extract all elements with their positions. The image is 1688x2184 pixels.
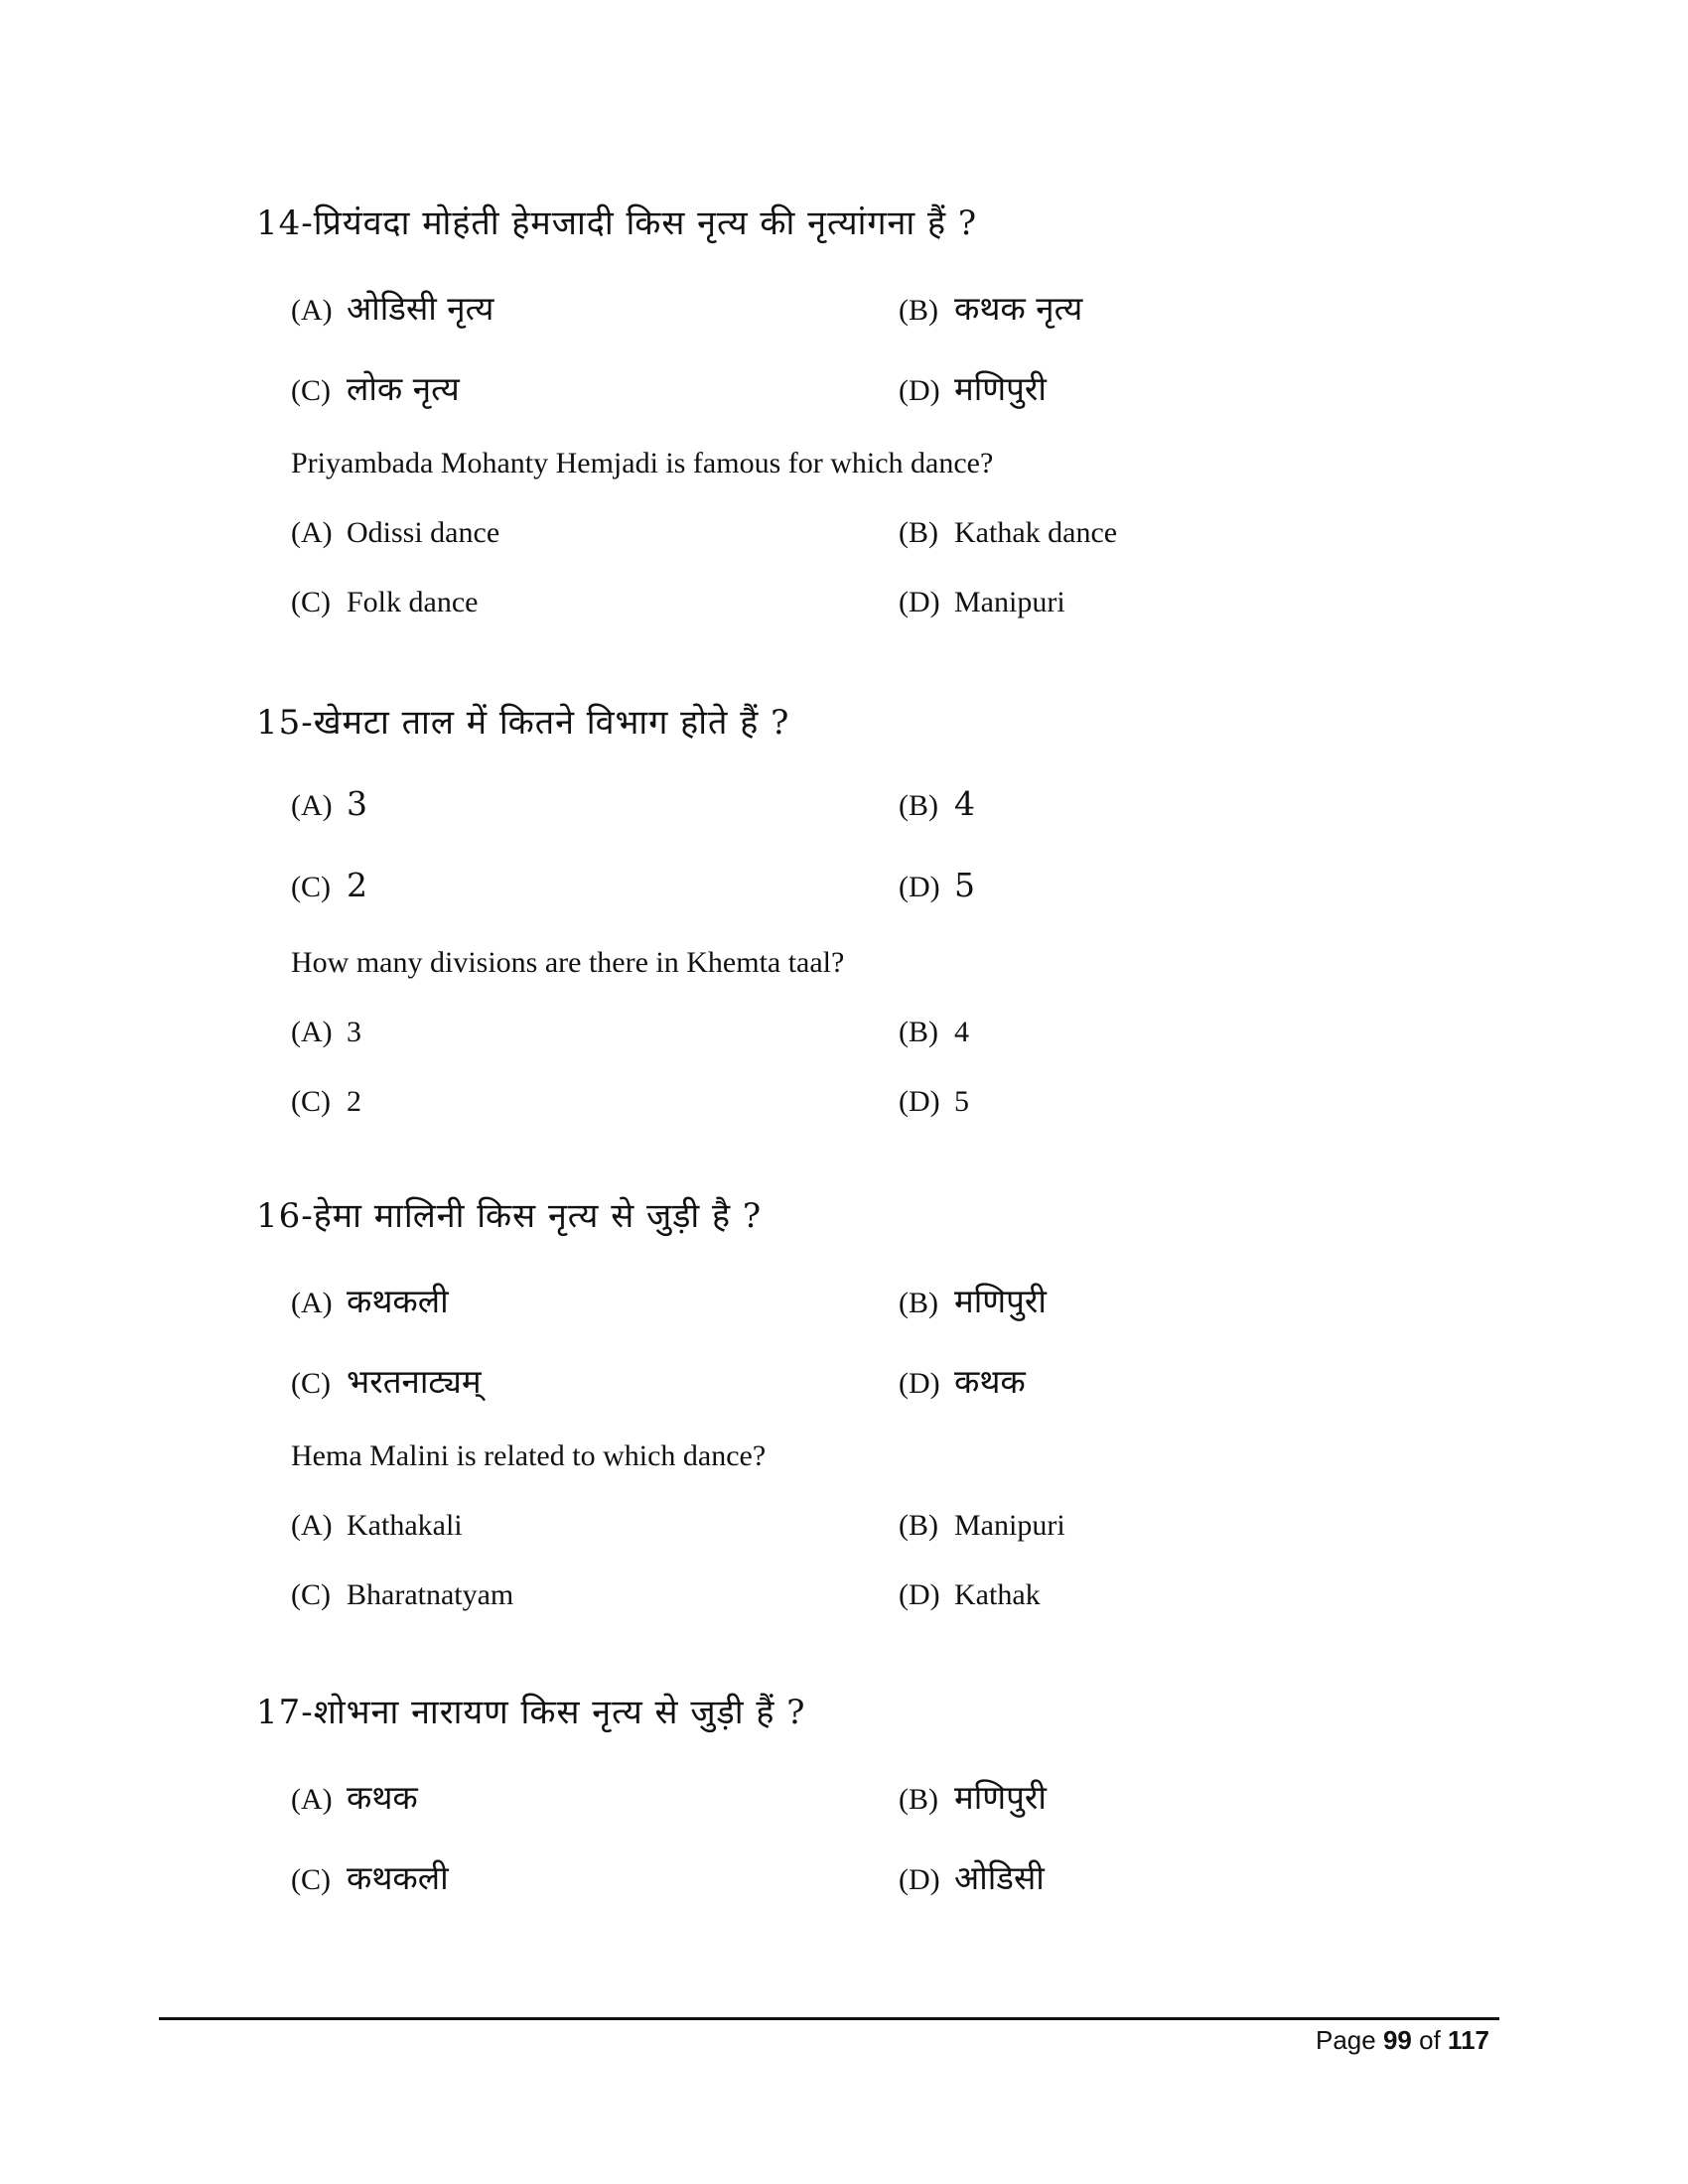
- english-question: How many divisions are there in Khemta taal?: [291, 946, 845, 979]
- question-title: 16-हेमा मालिनी किस नृत्य से जुड़ी है ?: [256, 1196, 763, 1236]
- question-title: 15-खेमटा ताल में कितने विभाग होते हैं ?: [256, 703, 790, 743]
- option-b-hindi: (B) मणिपुरी: [899, 1282, 1047, 1320]
- option-b-english: (B) Manipuri: [899, 1509, 1065, 1542]
- option-b-english: (B) Kathak dance: [899, 516, 1118, 549]
- option-d-hindi: (D) ओडिसी: [899, 1858, 1045, 1897]
- english-question: Hema Malini is related to which dance?: [291, 1439, 767, 1472]
- option-d-hindi: (D) मणिपुरी: [899, 369, 1047, 408]
- option-b-hindi: (B) मणिपुरी: [899, 1778, 1047, 1817]
- option-b-hindi: (B) कथक नृत्य: [899, 289, 1083, 328]
- option-a-english: (A) Kathakali: [291, 1509, 463, 1542]
- option-a-english: (A) Odissi dance: [291, 516, 500, 549]
- question-title: 17-शोभना नारायण किस नृत्य से जुड़ी हैं ?: [256, 1693, 806, 1732]
- option-d-english: (D) 5: [899, 1085, 969, 1118]
- option-a-hindi: (A) ओडिसी नृत्य: [291, 289, 494, 328]
- option-c-hindi: (C) भरतनाट्यम्: [291, 1362, 482, 1401]
- option-c-hindi: (C) 2: [291, 866, 367, 904]
- total-pages: 117: [1448, 2025, 1489, 2055]
- option-c-english: (C) Folk dance: [291, 586, 479, 618]
- option-a-hindi: (A) कथकली: [291, 1282, 449, 1320]
- option-d-english: (D) Manipuri: [899, 586, 1065, 618]
- option-c-english: (C) 2: [291, 1085, 361, 1118]
- page-number: [1316, 2025, 1489, 2056]
- option-a-hindi: (A) 3: [291, 784, 367, 823]
- option-b-english: (B) 4: [899, 1016, 969, 1048]
- page-prefix: Page: [1316, 2025, 1376, 2055]
- option-c-hindi: (C) कथकली: [291, 1858, 449, 1897]
- option-d-hindi: (D) 5: [899, 866, 975, 904]
- option-d-hindi: (D) कथक: [899, 1362, 1026, 1401]
- option-c-hindi: (C) लोक नृत्य: [291, 369, 460, 408]
- option-d-english: (D) Kathak: [899, 1578, 1041, 1611]
- option-a-english: (A) 3: [291, 1016, 361, 1048]
- option-a-hindi: (A) कथक: [291, 1778, 418, 1817]
- current-page: 99: [1382, 2025, 1412, 2055]
- question-title: 14-प्रियंवदा मोहंती हेमजादी किस नृत्य की नृत्यांगना हैं ?: [256, 204, 978, 243]
- option-c-english: (C) Bharatnatyam: [291, 1578, 514, 1611]
- footer-divider: [159, 2017, 1499, 2020]
- page-of: of: [1419, 2025, 1441, 2055]
- english-question: Priyambada Mohanty Hemjadi is famous for which dance?: [291, 447, 994, 479]
- option-b-hindi: (B) 4: [899, 784, 975, 823]
